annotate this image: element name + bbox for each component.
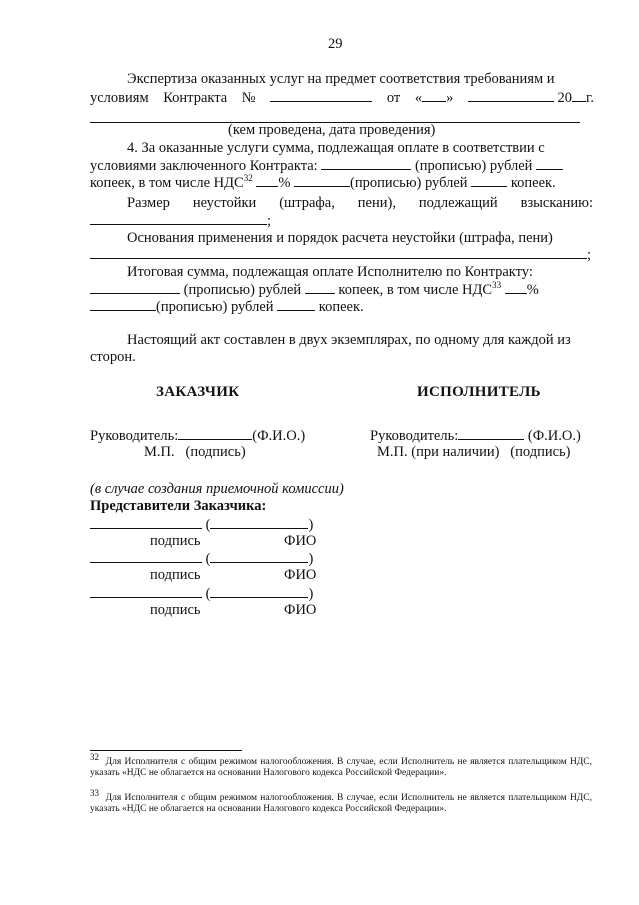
footnote-32: $^{32}$ Для Исполнителя с общим режимом налогообложения. В случае, если Исполнитель не является плательщиком НДС, указать «НДС не облагается на основании Налогового кодекса Российской Федерации».: [90, 752, 593, 779]
year-blank[interactable]: [572, 89, 586, 102]
payment-line-3: копеек, в том числе НДС$^{32}$ % (прописью) рублей копеек.: [90, 173, 556, 191]
rep-3-line: ( ): [90, 585, 313, 603]
footnote-33: $^{33}$ Для Исполнителя с общим режимом налогообложения. В случае, если Исполнитель не является плательщиком НДС, указать «НДС не облагается на основании Налогового кодекса Российской Федерации».: [90, 788, 593, 815]
rep-3-signature-blank[interactable]: [90, 585, 202, 598]
rep-3-sign-caption: подпись: [150, 602, 201, 618]
rep-2-fio-blank[interactable]: [210, 550, 308, 563]
basis-blank-line: ;: [90, 246, 591, 264]
penalty-line: Размер неустойки (штрафа, пени), подлежащий взысканию:: [127, 195, 593, 211]
basis-line: Основания применения и порядок расчета неустойки (штрафа, пени): [127, 230, 553, 246]
footnote-separator: [90, 750, 242, 751]
rep-1-sign-caption: подпись: [150, 533, 201, 549]
contract-number-blank[interactable]: [270, 89, 372, 102]
customer-head-signature-blank[interactable]: [178, 427, 252, 440]
closing-line-2: сторон.: [90, 349, 136, 365]
customer-head-line: Руководитель: (Ф.И.О.): [90, 428, 306, 444]
payment-line-2: условиями заключенного Контракта: (прописью) рублей: [90, 157, 594, 175]
exam-line-2: условиям Контракта № от « » 20 г.: [90, 90, 594, 106]
contractor-head-line: Руководитель: (Ф.И.О.): [370, 428, 581, 444]
kopecks-blank[interactable]: [536, 157, 563, 170]
closing-line-1: Настоящий акт составлен в двух экземплярах, по одному для каждой из: [127, 332, 571, 348]
amount-blank[interactable]: [321, 157, 411, 170]
rep-3-fio-caption: ФИО: [284, 602, 317, 618]
rep-2-line: ( ): [90, 550, 313, 568]
rep-2-signature-blank[interactable]: [90, 550, 202, 563]
exam-line-1: Экспертиза оказанных услуг на предмет соответствия требованиям и: [127, 71, 555, 87]
total-kopecks-blank[interactable]: [305, 281, 335, 294]
payment-line-1: 4. За оказанные услуги сумма, подлежащая оплате в соответствии с: [127, 140, 545, 156]
month-blank[interactable]: [468, 89, 554, 102]
contractor-heading: ИСПОЛНИТЕЛЬ: [417, 384, 541, 400]
customer-heading: ЗАКАЗЧИК: [156, 384, 240, 400]
vat-percent-blank[interactable]: [256, 174, 278, 187]
penalty-blank-line: ;: [90, 212, 271, 230]
basis-blank[interactable]: [90, 246, 587, 259]
rep-1-signature-blank[interactable]: [90, 516, 202, 529]
rep-1-line: ( ): [90, 516, 313, 534]
vat-kopecks-blank[interactable]: [471, 174, 507, 187]
total-vat-amount-blank[interactable]: [90, 298, 156, 311]
vat-amount-blank[interactable]: [294, 174, 350, 187]
commission-note: (в случае создания приемочной комиссии): [90, 481, 344, 497]
total-line-1: Итоговая сумма, подлежащая оплате Исполнителю по Контракту:: [127, 264, 533, 280]
contractor-head-signature-blank[interactable]: [458, 427, 524, 440]
rep-2-sign-caption: подпись: [150, 567, 201, 583]
footnote-ref-33: 33: [492, 280, 502, 291]
footnote-ref-32: 32: [243, 173, 253, 184]
customer-stamp-caption: М.П. (подпись): [144, 444, 246, 460]
rep-1-fio-blank[interactable]: [210, 516, 308, 529]
page-number: 29: [328, 36, 343, 52]
total-line-2: (прописью) рублей копеек, в том числе НДС$^{33}$ %: [90, 281, 594, 299]
commission-heading: Представители Заказчика:: [90, 498, 267, 514]
day-blank[interactable]: [422, 89, 446, 102]
total-vat-kopecks-blank[interactable]: [277, 298, 315, 311]
total-amount-blank[interactable]: [90, 281, 180, 294]
rep-3-fio-blank[interactable]: [210, 585, 308, 598]
rep-2-fio-caption: ФИО: [284, 567, 317, 583]
contractor-stamp-caption: М.П. (при наличии) (подпись): [377, 444, 571, 460]
penalty-amount-blank[interactable]: [90, 212, 267, 225]
total-line-3: (прописью) рублей копеек.: [90, 298, 364, 316]
exam-caption: (кем проведена, дата проведения): [228, 122, 436, 138]
rep-1-fio-caption: ФИО: [284, 533, 317, 549]
total-vat-percent-blank[interactable]: [505, 281, 527, 294]
